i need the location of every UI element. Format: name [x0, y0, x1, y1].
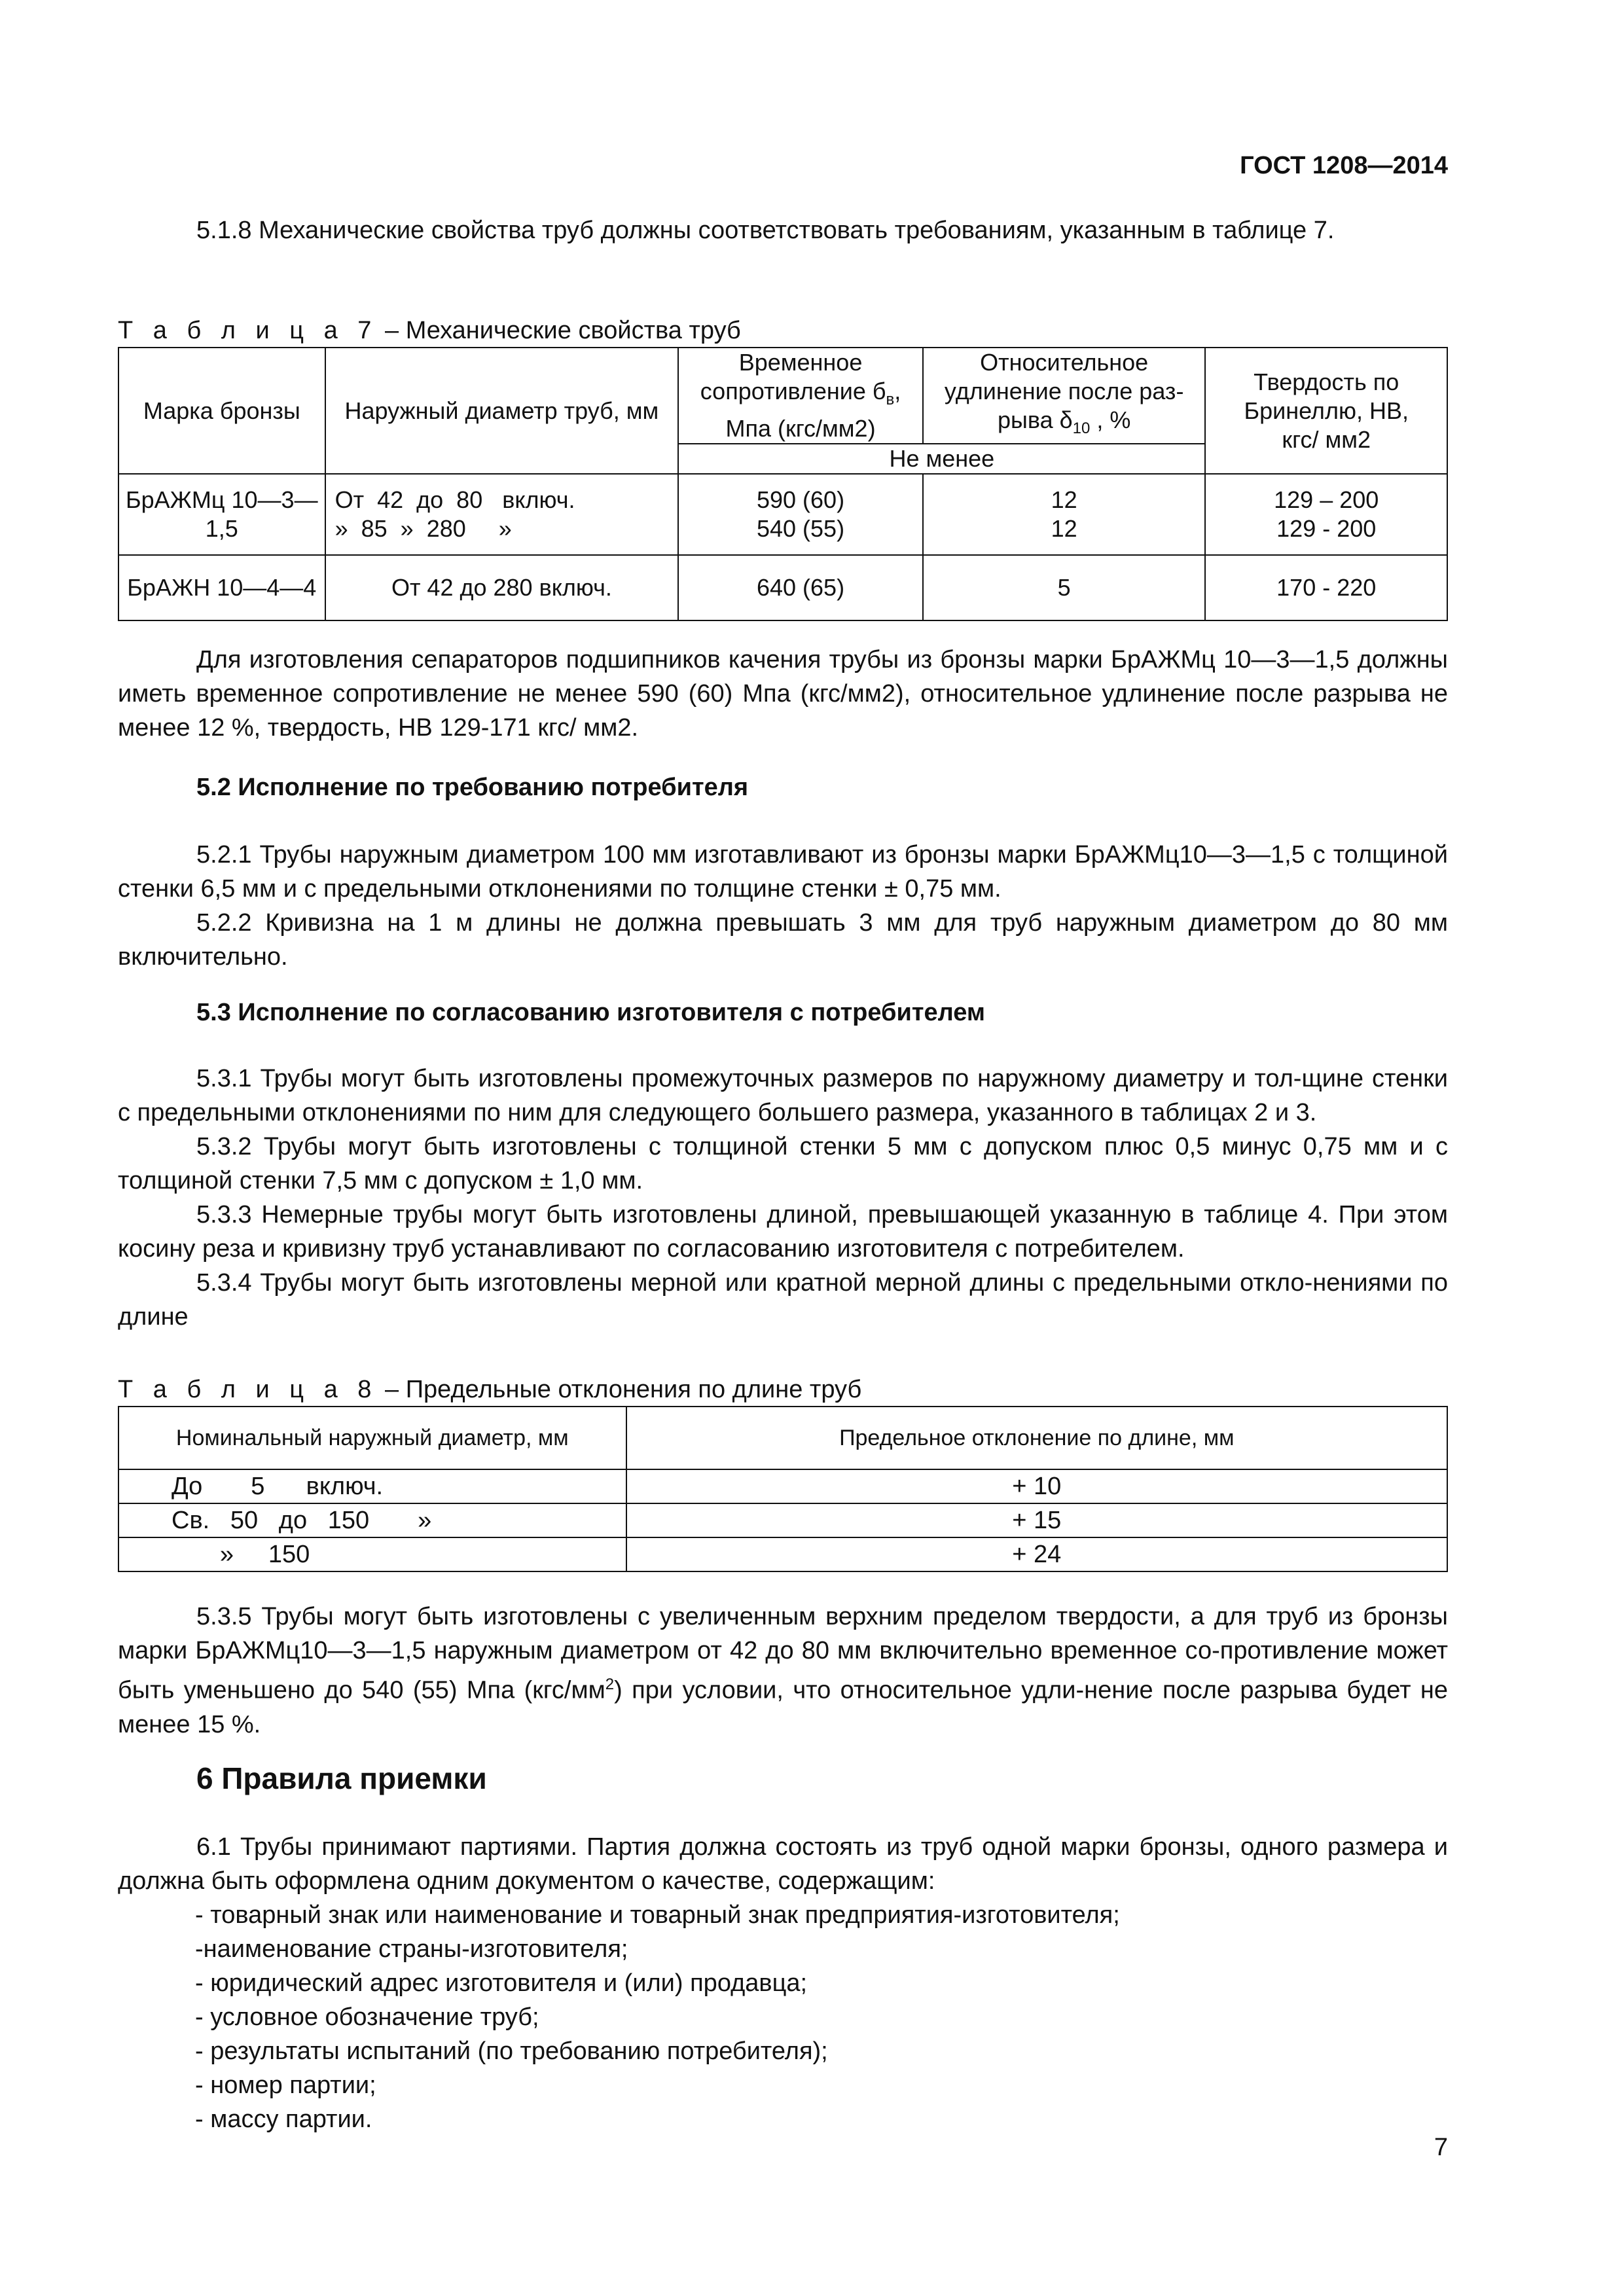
- list-item: - массу партии.: [195, 2106, 372, 2133]
- section-5-2-heading: 5.2 Исполнение по требованию потребителя: [196, 774, 749, 801]
- cell-diameter: » 150: [118, 1537, 626, 1571]
- cell-deviation: + 15: [626, 1503, 1447, 1537]
- header-strength: Временное сопротивление $б_в$, Мпа (кгс/мм2): [678, 348, 923, 444]
- section-6-heading: 6 Правила приемки: [196, 1761, 487, 1795]
- cell-strength: 640 (65): [678, 555, 923, 620]
- table-7: [118, 347, 1448, 621]
- paragraph-text: 5.3.5 Трубы могут быть изготовлены с увеличенным верхним пределом твердости, а для труб из бронзы марки БрАЖМц10—3—1,5 наружным диаметром от 42 до 80 мм включительно временное со-противление может быть уменьшено до 540 (55) Мпа $(кгс/мм^2)$ при условии, что относительное удли-нение после разрыва будет не менее 15 %.: [118, 1603, 1449, 1738]
- list-item: - номер партии;: [195, 2072, 376, 2099]
- table-8: [118, 1406, 1448, 1572]
- cell-diameter: Св. 50 до 150 »: [118, 1503, 626, 1537]
- header-diameter: Номинальный наружный диаметр, мм: [118, 1407, 626, 1469]
- quality-document-list: [118, 1898, 1448, 2136]
- table-row: [118, 1469, 1447, 1503]
- cell-deviation: + 10: [626, 1469, 1447, 1503]
- paragraph-text: 5.3.1 Трубы могут быть изготовлены промежуточных размеров по наружному диаметру и тол-щине стенки с предельными отклонениями по ним для следующего большего размера, указанного в таблицах 2 и 3.: [118, 1065, 1448, 1126]
- cell-diameter: От 42 до 280 включ.: [325, 555, 679, 620]
- paragraph-5-3-5: [118, 1600, 1448, 1742]
- table-8-title: – Предельные отклонения по длине труб: [378, 1376, 862, 1403]
- paragraph-5-2: [118, 838, 1448, 974]
- table-row: [118, 1407, 1447, 1469]
- header-deviation: Предельное отклонение по длине, мм: [626, 1407, 1447, 1469]
- cell-grade: БрАЖН 10—4—4: [118, 555, 325, 620]
- paragraph-text: 5.3.2 Трубы могут быть изготовлены с толщиной стенки 5 мм с допуском плюс 0,5 минус 0,75 мм и с толщиной стенки 7,5 мм с допуском ± 1,0 мм.: [118, 1133, 1448, 1194]
- paragraph-5-1-8: [118, 213, 1448, 247]
- paragraph-text: 5.2.2 Кривизна на 1 м длины не должна превышать 3 мм для труб наружным диаметром до 80 мм включительно.: [118, 909, 1448, 971]
- page-number: 7: [1434, 2134, 1448, 2161]
- paragraph-6-1: [118, 1830, 1448, 1898]
- cell-grade: БрАЖМц 10—3—1,5: [118, 474, 325, 555]
- paragraph-text: 5.3.4 Трубы могут быть изготовлены мерной или кратной мерной длины с предельными откло-нениями по длине: [118, 1269, 1448, 1331]
- table-row: [118, 474, 1447, 555]
- cell-hardness: 129 – 200 129 - 200: [1205, 474, 1447, 555]
- table-7-caption: [118, 317, 741, 345]
- cell-elongation: 12 12: [923, 474, 1206, 555]
- header-grade: Марка бронзы: [118, 348, 325, 474]
- list-item: - результаты испытаний (по требованию потребителя);: [195, 2037, 828, 2065]
- cell-diameter: От 42 до 80 включ. » 85 » 280 »: [325, 474, 679, 555]
- list-item: - условное обозначение труб;: [195, 2003, 539, 2031]
- paragraph-text: 6.1 Трубы принимают партиями. Партия должна состоять из труб одной марки бронзы, одного размера и должна быть оформлена одним документом о качестве, содержащим:: [118, 1833, 1448, 1895]
- table-8-caption: [118, 1376, 861, 1404]
- table-row: [118, 1537, 1447, 1571]
- list-item: - юридический адрес изготовителя и (или) продавца;: [195, 1969, 808, 1997]
- section-5-3-heading: 5.3 Исполнение по согласованию изготовителя с потребителем: [196, 999, 985, 1026]
- header-elongation: Относительное удлинение после раз-рыва $\delta_{10}$ , %: [923, 348, 1206, 444]
- cell-diameter: До 5 включ.: [118, 1469, 626, 1503]
- paragraph-text: Для изготовления сепараторов подшипников качения трубы из бронзы марки БрАЖМц 10—3—1,5 должны иметь временное сопротивление не менее 590 (60) Мпа (кгс/мм2), относительное удлинение после разрыва не менее 12 %, твердость, НВ 129-171 кгс/ мм2.: [118, 646, 1448, 742]
- table-7-title: – Механические свойства труб: [378, 317, 741, 344]
- cell-hardness: 170 - 220: [1205, 555, 1447, 620]
- cell-deviation: + 24: [626, 1537, 1447, 1571]
- header-not-less: Не менее: [678, 444, 1205, 474]
- paragraph-text: 5.1.8 Механические свойства труб должны соответствовать требованиям, указанным в таблице 7.: [196, 217, 1335, 244]
- table-row: [118, 555, 1447, 620]
- header-diameter: Наружный диаметр труб, мм: [325, 348, 679, 474]
- table-row: [118, 1503, 1447, 1537]
- paragraph-text: 5.3.3 Немерные трубы могут быть изготовлены длиной, превышающей указанную в таблице 4. При этом косину реза и кривизну труб устанавливают по согласованию изготовителя с потребителем.: [118, 1201, 1448, 1263]
- paragraph-text: 5.2.1 Трубы наружным диаметром 100 мм изготавливают из бронзы марки БрАЖМц10—3—1,5 с толщиной стенки 6,5 мм и с предельными отклонениями по толщине стенки ± 0,75 мм.: [118, 841, 1448, 903]
- doc-code-header: ГОСТ 1208—2014: [1240, 152, 1448, 179]
- paragraph-bearing-separators: [118, 643, 1448, 745]
- list-item: - товарный знак или наименование и товарный знак предприятия-изготовителя;: [195, 1901, 1120, 1929]
- header-hardness: Твердость по Бринеллю, НВ, кгс/ мм2: [1205, 348, 1447, 474]
- cell-strength: 590 (60) 540 (55): [678, 474, 923, 555]
- table-8-label: Т а б л и ц а 8: [118, 1376, 378, 1403]
- paragraph-5-3: [118, 1062, 1448, 1334]
- table-7-label: Т а б л и ц а 7: [118, 317, 378, 344]
- list-item: -наименование страны-изготовителя;: [195, 1935, 628, 1963]
- cell-elongation: 5: [923, 555, 1206, 620]
- table-row: [118, 348, 1447, 444]
